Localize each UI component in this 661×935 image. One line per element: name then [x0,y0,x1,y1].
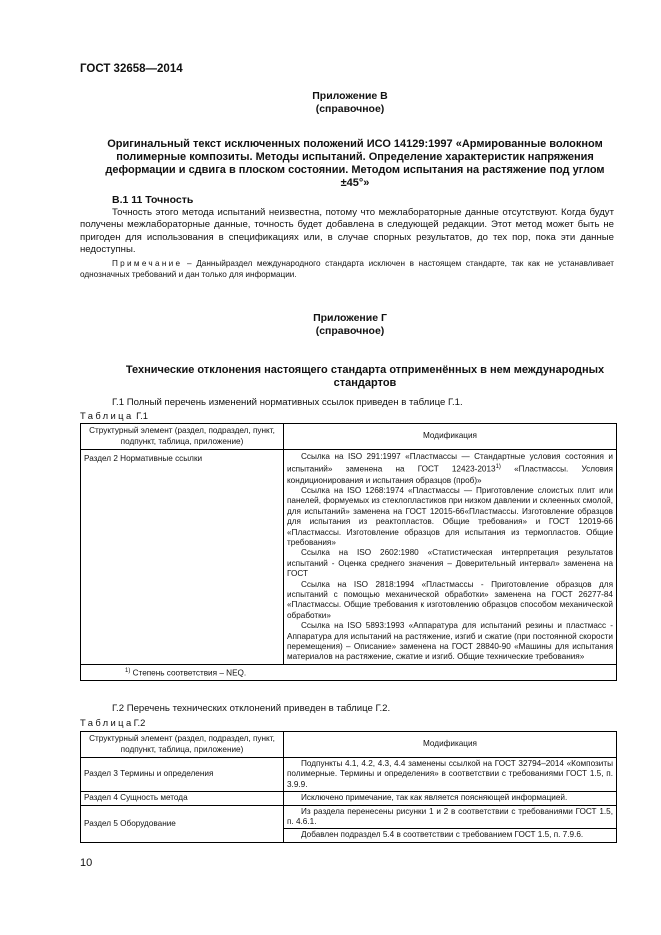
table1-footnote [81,664,617,680]
note-label: Примечание [112,259,183,268]
table1-caption [80,410,148,421]
table-g1 [80,423,617,681]
footnote-text: Степень соответствия – NEQ. [130,668,247,678]
appendix-g-subtitle: (справочное) [315,325,385,337]
appendix-g-title: Приложение Г [313,312,387,324]
table2-row-element: Раздел 3 Термины и определения [81,758,284,792]
note-text: – Данныйраздел международного стандарта исключен в настоящем стандарте, так как не устанавливает однозначных требований и дан только для информации. [80,259,614,280]
table1-mod-text: «Пластмассы. Условия кондиционирования и испытания образцов (проб)» [287,465,613,485]
table2-row-element: Раздел 4 Сущность метода [81,792,284,805]
appendix-b-title: Приложение В [312,90,388,102]
appendix-b-subtitle: (справочное) [315,103,385,115]
standard-header: ГОСТ 32658—2014 [80,63,183,75]
table1-row-modification [284,450,617,665]
table1-mod-paragraph: Ссылка на ISO 5893:1993 «Аппаратура для испытаний резины и пластмасс - Аппаратура для испытаний на растяжение, изгиб и сжатие (при постоянной скорости перемещения) – Описание» заменена на ГОСТ 28840-90 «Машины для испытания материалов на растяжение, сжатие и изгиб. Общие технические требования» [287,621,613,662]
note-block [80,258,614,280]
table1-mod-paragraph: Ссылка на ISO 2602:1980 «Статистическая интерпретация результатов испытаний - Оценка среднего значения – Доверительный интервал» заменена на ГОСТ [287,548,613,579]
table2-intro-text: Г.2 Перечень технических отклонений приведен в таблице Г.2. [112,703,391,714]
table2-row-modification: Подпункты 4.1, 4.2, 4.3, 4.4 заменены ссылкой на ГОСТ 32794–2014 «Композиты полимерные. Термины и определения» в соответствии с требованиями ГОСТ 1.5, п. 3.9.9. [284,758,617,792]
table1-mod-paragraph: Ссылка на ISO 2818:1994 «Пластмассы - Приготовление образцов для испытаний с помощью механической обработки» заменена на ГОСТ 26277-84 «Пластмассы. Общие требования к изготовлению образцов способом механической обработки» [287,579,613,620]
table1-mod-paragraph: Ссылка на ISO 1268:1974 «Пластмассы — Приготовление слоистых плит или панелей, формуемых из стеклопластиков при низком давлении и склеенных смолой, для испытаний» заменена на ГОСТ 12015-66«Пластмассы. Изготовление образцов для испытания из реактопластов. Общие требования» и ГОСТ 12019-66 «Пластмассы. Изготовление образцов для испытания из термопластов. Общие требования» [287,485,613,547]
appendix-g-heading: Технические отклонения настоящего стандарта отприменённых в нем международных стандартов [125,364,605,389]
table1-intro-text: Г.1 Полный перечень изменений нормативных ссылок приведен в таблице Г.1. [112,397,463,408]
table1-header-element: Структурный элемент (раздел, подраздел, пункт, подпункт, таблица, приложение) [81,424,284,450]
table2-header-element: Структурный элемент (раздел, подраздел, пункт, подпункт, таблица, приложение) [81,732,284,758]
table2-caption [80,717,145,728]
table1-caption-label: Таблица [80,410,134,421]
table2-caption-label: Таблица [80,717,134,728]
section-heading: В.1 11 Точность [112,194,194,206]
footnote-mark: 1) [125,667,131,674]
table1-intro [80,397,614,409]
table1-caption-number: Г.1 [136,410,148,421]
table2-row-modification: Исключено примечание, так как является поясняющей информацией. [284,792,617,805]
table1-mod-text: Ссылка на ISO 291:1997 «Пластмассы — Стандартные условия состояния и испытаний» заменена на ГОСТ 12423-2013 [287,452,613,475]
appendix-b-heading: Оригинальный текст исключенных положений ИСО 14129:1997 «Армированные волокном полимерные композиты. Методы испытаний. Определение характеристик напряжения деформации и сдвига в плоском состоянии. Методом испытания на растяжение под углом ±45°» [105,138,605,189]
accuracy-text: Точность этого метода испытаний неизвестна, потому что межлабораторные данные отсутствуют. Когда будут получены межлабораторные данные, точность будет добавлена в следующей редакции. Этот метод может быть не пригоден для использования в спецификациях или, в случае спорных результатов, до тех пор, пока эти данные недоступны. [80,207,614,255]
table2-row-modification: Добавлен подраздел 5.4 в соответствии с требованием ГОСТ 1.5, п. 7.9.6. [284,829,617,842]
table2-caption-number: Г.2 [133,717,146,728]
table1-header-modification: Модификация [284,424,617,450]
table1-mod-paragraph [287,452,613,486]
table2-header-modification: Модификация [284,732,617,758]
table2-row-modification: Из раздела перенесены рисунки 1 и 2 в соответствии с требованиями ГОСТ 1.5, п. 4.6.1. [284,805,617,829]
table1-row-element: Раздел 2 Нормативные ссылки [81,450,284,665]
page-number: 10 [80,857,93,869]
footnote-ref: 1) [495,464,501,471]
table-g2 [80,731,617,843]
table2-row-element: Раздел 5 Оборудование [81,805,284,842]
table2-intro [80,703,614,715]
accuracy-paragraph [80,207,614,256]
